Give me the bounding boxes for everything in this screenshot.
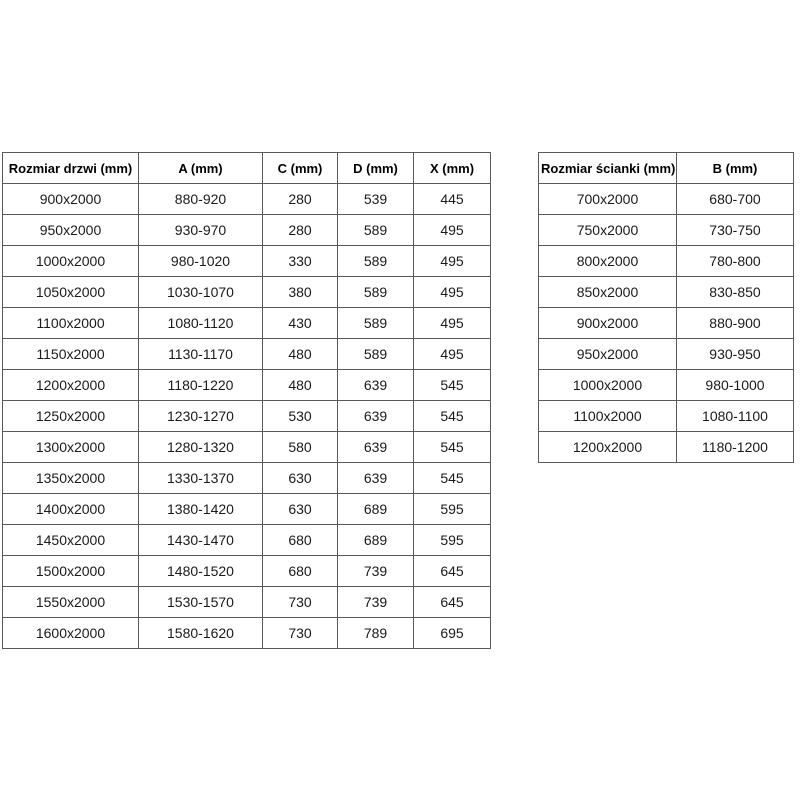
table-cell: 1000x2000	[3, 246, 139, 277]
table-cell: 800x2000	[539, 246, 677, 277]
table-cell: 495	[414, 308, 491, 339]
table-cell: 595	[414, 494, 491, 525]
table-cell: 380	[263, 277, 338, 308]
table-cell: 430	[263, 308, 338, 339]
table-cell: 639	[338, 432, 414, 463]
table-cell: 639	[338, 370, 414, 401]
table-cell: 1450x2000	[3, 525, 139, 556]
table-cell: 680	[263, 556, 338, 587]
table-cell: 700x2000	[539, 184, 677, 215]
table-cell: 695	[414, 618, 491, 649]
table-cell: 280	[263, 215, 338, 246]
table-row	[3, 494, 491, 525]
table-row	[539, 432, 794, 463]
table-row	[3, 618, 491, 649]
header-cell: C (mm)	[263, 153, 338, 184]
table-row	[3, 308, 491, 339]
table-cell: 1180-1220	[139, 370, 263, 401]
wall-table-body	[539, 184, 794, 463]
table-cell: 589	[338, 308, 414, 339]
table-cell: 545	[414, 370, 491, 401]
table-row	[3, 525, 491, 556]
table-cell: 950x2000	[3, 215, 139, 246]
table-cell: 645	[414, 587, 491, 618]
table-cell: 850x2000	[539, 277, 677, 308]
table-row	[3, 215, 491, 246]
table-cell: 880-900	[677, 308, 794, 339]
table-cell: 530	[263, 401, 338, 432]
header-cell: Rozmiar drzwi (mm)	[3, 153, 139, 184]
header-cell: X (mm)	[414, 153, 491, 184]
table-cell: 495	[414, 215, 491, 246]
header-cell: B (mm)	[677, 153, 794, 184]
table-row	[539, 246, 794, 277]
table-row	[3, 370, 491, 401]
header-cell: A (mm)	[139, 153, 263, 184]
table-row	[539, 401, 794, 432]
table-row	[539, 308, 794, 339]
table-cell: 1100x2000	[539, 401, 677, 432]
table-cell: 645	[414, 556, 491, 587]
door-table-body	[3, 184, 491, 649]
table-cell: 1080-1100	[677, 401, 794, 432]
table-row	[3, 432, 491, 463]
table-row	[539, 215, 794, 246]
table-cell: 545	[414, 463, 491, 494]
table-cell: 1380-1420	[139, 494, 263, 525]
table-cell: 1150x2000	[3, 339, 139, 370]
table-row	[539, 277, 794, 308]
table-cell: 689	[338, 525, 414, 556]
table-cell: 1200x2000	[539, 432, 677, 463]
table-cell: 950x2000	[539, 339, 677, 370]
table-cell: 730	[263, 618, 338, 649]
table-cell: 595	[414, 525, 491, 556]
table-cell: 639	[338, 401, 414, 432]
table-cell: 280	[263, 184, 338, 215]
table-cell: 1000x2000	[539, 370, 677, 401]
door-table-header-row	[3, 153, 491, 184]
table-cell: 1050x2000	[3, 277, 139, 308]
table-cell: 495	[414, 277, 491, 308]
table-cell: 980-1000	[677, 370, 794, 401]
table-cell: 1030-1070	[139, 277, 263, 308]
table-cell: 545	[414, 432, 491, 463]
table-cell: 1330-1370	[139, 463, 263, 494]
table-cell: 495	[414, 246, 491, 277]
wall-size-table	[538, 152, 794, 463]
table-cell: 539	[338, 184, 414, 215]
table-cell: 480	[263, 339, 338, 370]
table-cell: 589	[338, 215, 414, 246]
table-cell: 480	[263, 370, 338, 401]
table-cell: 1580-1620	[139, 618, 263, 649]
table-cell: 750x2000	[539, 215, 677, 246]
table-cell: 1130-1170	[139, 339, 263, 370]
table-cell: 930-950	[677, 339, 794, 370]
table-row	[3, 556, 491, 587]
table-cell: 630	[263, 494, 338, 525]
table-cell: 980-1020	[139, 246, 263, 277]
table-cell: 1480-1520	[139, 556, 263, 587]
table-cell: 589	[338, 277, 414, 308]
table-cell: 900x2000	[539, 308, 677, 339]
table-cell: 680	[263, 525, 338, 556]
table-row	[3, 339, 491, 370]
table-cell: 880-920	[139, 184, 263, 215]
table-row	[3, 463, 491, 494]
table-cell: 1400x2000	[3, 494, 139, 525]
table-cell: 1600x2000	[3, 618, 139, 649]
table-cell: 1230-1270	[139, 401, 263, 432]
wall-table-header-row	[539, 153, 794, 184]
table-cell: 900x2000	[3, 184, 139, 215]
table-row	[3, 401, 491, 432]
table-row	[539, 370, 794, 401]
table-cell: 1350x2000	[3, 463, 139, 494]
table-cell: 330	[263, 246, 338, 277]
table-row	[539, 339, 794, 370]
table-cell: 589	[338, 339, 414, 370]
table-row	[3, 587, 491, 618]
door-size-table	[2, 152, 491, 649]
table-cell: 1280-1320	[139, 432, 263, 463]
table-cell: 495	[414, 339, 491, 370]
table-cell: 1200x2000	[3, 370, 139, 401]
table-cell: 930-970	[139, 215, 263, 246]
table-cell: 739	[338, 556, 414, 587]
table-row	[3, 184, 491, 215]
table-cell: 1500x2000	[3, 556, 139, 587]
table-cell: 1100x2000	[3, 308, 139, 339]
table-cell: 739	[338, 587, 414, 618]
table-cell: 1080-1120	[139, 308, 263, 339]
table-row	[3, 246, 491, 277]
table-cell: 730-750	[677, 215, 794, 246]
table-cell: 630	[263, 463, 338, 494]
table-cell: 680-700	[677, 184, 794, 215]
table-cell: 639	[338, 463, 414, 494]
table-cell: 580	[263, 432, 338, 463]
header-cell: D (mm)	[338, 153, 414, 184]
table-cell: 445	[414, 184, 491, 215]
table-cell: 830-850	[677, 277, 794, 308]
table-cell: 1430-1470	[139, 525, 263, 556]
table-cell: 1550x2000	[3, 587, 139, 618]
table-cell: 1250x2000	[3, 401, 139, 432]
table-cell: 789	[338, 618, 414, 649]
table-cell: 689	[338, 494, 414, 525]
table-cell: 1530-1570	[139, 587, 263, 618]
table-cell: 730	[263, 587, 338, 618]
table-cell: 780-800	[677, 246, 794, 277]
table-cell: 1180-1200	[677, 432, 794, 463]
table-row	[3, 277, 491, 308]
table-cell: 545	[414, 401, 491, 432]
table-cell: 589	[338, 246, 414, 277]
header-cell: Rozmiar ścianki (mm)	[539, 153, 677, 184]
table-row	[539, 184, 794, 215]
table-cell: 1300x2000	[3, 432, 139, 463]
